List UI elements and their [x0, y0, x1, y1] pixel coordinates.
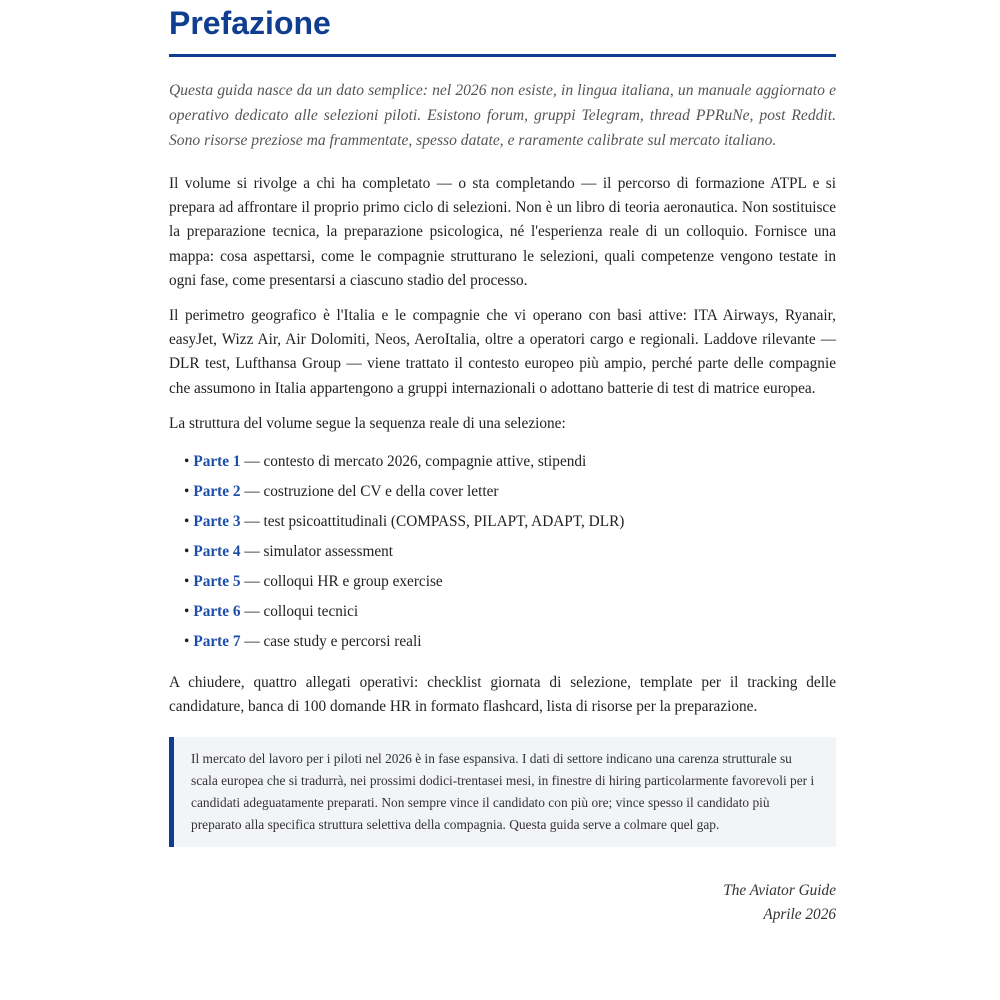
bullet: •	[184, 513, 190, 531]
bullet: •	[184, 633, 190, 651]
part-7-link[interactable]: Parte 7	[193, 633, 241, 651]
bullet: •	[184, 453, 190, 471]
part-5-description: — colloqui HR e group exercise	[240, 573, 443, 591]
signature-date: Aprile 2026	[763, 906, 836, 924]
part-6-link[interactable]: Parte 6	[193, 603, 241, 621]
intro-paragraph: Questa guida nasce da un dato semplice: nel 2026 non esiste, in lingua italiana, un manuale aggiornato e operativo dedicato alle selezioni piloti. Esistono forum, gruppi Telegram, thread PPRuNe, post Reddit. Sono risorse preziose ma frammentate, spesso datate, e raramente calibrate sul mercato italiano.	[169, 82, 836, 149]
title-divider	[169, 54, 836, 57]
part-3-link[interactable]: Parte 3	[193, 513, 241, 531]
closing-paragraph: A chiudere, quattro allegati operativi: checklist giornata di selezione, template per il tracking delle candidature, banca di 100 domande HR in formato flashcard, lista di risorse per la preparazione.	[169, 674, 836, 716]
part-6-description: — colloqui tecnici	[240, 603, 359, 621]
part-2-link[interactable]: Parte 2	[193, 483, 241, 501]
bullet: •	[184, 483, 190, 501]
list-item	[184, 600, 836, 630]
bullet: •	[184, 543, 190, 561]
market-callout: Il mercato del lavoro per i piloti nel 2026 è in fase espansiva. I dati di settore indicano una carenza strutturale su scala europea che si tradurrà, nei prossimi dodici-trentasei mesi, in finestre di hiring particolarmente favorevoli per i candidati adeguatamente preparati. Non sempre vince il candidato con più ore; vince spesso il candidato più preparato alla specifica struttura selettiva della compagnia. Questa guida serve a colmare quel gap.	[169, 737, 836, 847]
part-3-description: — test psicoattitudinali (COMPASS, PILAPT, ADAPT, DLR)	[240, 513, 625, 531]
signature-block	[169, 879, 836, 927]
signature-author: The Aviator Guide	[723, 882, 836, 900]
part-1-description: — contesto di mercato 2026, compagnie attive, stipendi	[240, 453, 587, 471]
part-7-description: — case study e percorsi reali	[240, 633, 422, 651]
list-item	[184, 630, 836, 660]
list-item	[184, 510, 836, 540]
page-title: Prefazione	[169, 5, 331, 41]
part-2-description: — costruzione del CV e della cover letter	[240, 483, 499, 501]
structure-intro-paragraph: La struttura del volume segue la sequenza reale di una selezione:	[169, 414, 566, 432]
part-1-link[interactable]: Parte 1	[193, 453, 241, 471]
part-4-description: — simulator assessment	[240, 543, 394, 561]
list-item	[184, 450, 836, 480]
list-item	[184, 570, 836, 600]
bullet: •	[184, 603, 190, 621]
part-5-link[interactable]: Parte 5	[193, 573, 241, 591]
list-item	[184, 540, 836, 570]
audience-paragraph: Il volume si rivolge a chi ha completato — o sta completando — il percorso di formazione ATPL e si prepara ad affrontare il proprio primo ciclo di selezioni. Non è un libro di teoria aeronautica. Non sostituisce la preparazione tecnica, la preparazione psicologica, né l'esperienza reale di un colloquio. Fornisce una mappa: cosa aspettarsi, come le compagnie strutturano le selezioni, quali competenze vengono testate in ogni fase, come presentarsi a ciascuno stadio del processo.	[169, 175, 836, 289]
preface-page	[169, 0, 836, 927]
scope-paragraph: Il perimetro geografico è l'Italia e le compagnie che vi operano con basi attive: ITA Airways, Ryanair, easyJet, Wizz Air, Air Dolomiti, Neos, AeroItalia, oltre a operatori cargo e regionali. Laddove rilevante — DLR test, Lufthansa Group — viene trattato il contesto europeo più ampio, perché parte delle compagnie che assumono in Italia appartengono a gruppi internazionali o adottano batterie di test di matrice europea.	[169, 307, 836, 397]
list-item	[184, 480, 836, 510]
part-4-link[interactable]: Parte 4	[193, 543, 241, 561]
parts-list	[169, 450, 836, 660]
bullet: •	[184, 573, 190, 591]
